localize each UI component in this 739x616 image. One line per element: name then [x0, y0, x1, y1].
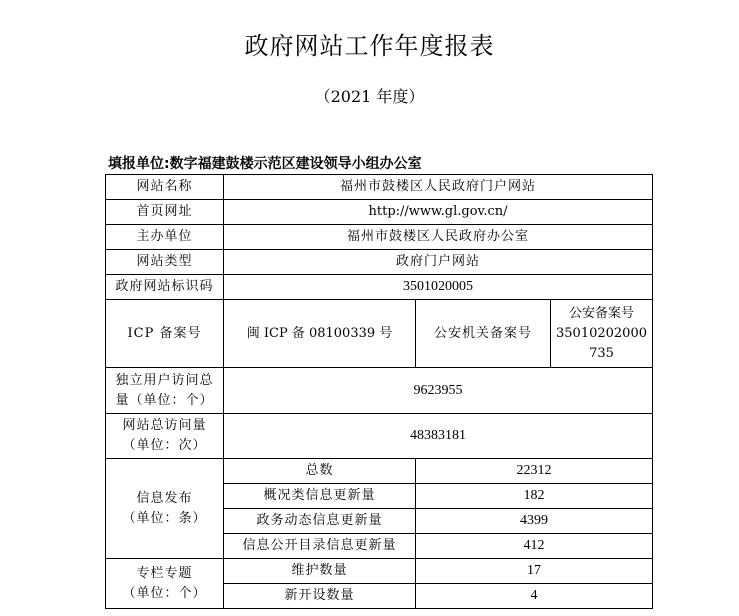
- site-code-label: 政府网站标识码: [106, 275, 224, 300]
- unique-visitors-label: 独立用户访问总 量（单位：个）: [106, 368, 224, 414]
- report-year: （2021 年度）: [314, 87, 425, 106]
- maintained-columns-label: 维护数量: [224, 559, 416, 584]
- table-row: [106, 225, 653, 250]
- host-label: 主办单位: [106, 225, 224, 250]
- unique-visitors-value: 9623955: [224, 368, 653, 414]
- icp-value: 闽 ICP 备 08100339 号: [224, 300, 416, 368]
- page-title: 政府网站工作年度报表: [244, 32, 495, 60]
- police-record-value: 公安备案号 35010202000 735: [551, 300, 653, 368]
- maintained-columns-value: 17: [416, 559, 653, 584]
- table-row: [106, 175, 653, 200]
- site-code-value: 3501020005: [224, 275, 653, 300]
- site-name-value: 福州市鼓楼区人民政府门户网站: [224, 175, 653, 200]
- overview-updates-label: 概况类信息更新量: [224, 484, 416, 509]
- site-name-label: 网站名称: [106, 175, 224, 200]
- info-total-label: 总数: [224, 459, 416, 484]
- table-row: [106, 414, 653, 459]
- icp-label: ICP 备案号: [106, 300, 224, 368]
- site-type-label: 网站类型: [106, 250, 224, 275]
- total-visits-label: 网站总访问量 （单位：次）: [106, 414, 224, 459]
- table-row: [106, 250, 653, 275]
- table-row: [106, 459, 653, 484]
- police-record-label: 公安机关备案号: [416, 300, 551, 368]
- info-publish-label: 信息发布 （单位：条）: [106, 459, 224, 559]
- table-row: [106, 200, 653, 225]
- table-row: [106, 368, 653, 414]
- table-row: [106, 275, 653, 300]
- homepage-label: 首页网址: [106, 200, 224, 225]
- new-columns-label: 新开设数量: [224, 584, 416, 609]
- disclosure-updates-label: 信息公开目录信息更新量: [224, 534, 416, 559]
- column-topics-label: 专栏专题 （单位：个）: [106, 559, 224, 609]
- new-columns-value: 4: [416, 584, 653, 609]
- news-updates-value: 4399: [416, 509, 653, 534]
- disclosure-updates-value: 412: [416, 534, 653, 559]
- reporting-unit: 填报单位:数字福建鼓楼示范区建设领导小组办公室: [108, 156, 422, 172]
- host-value: 福州市鼓楼区人民政府办公室: [224, 225, 653, 250]
- news-updates-label: 政务动态信息更新量: [224, 509, 416, 534]
- table-row: [106, 559, 653, 584]
- total-visits-value: 48383181: [224, 414, 653, 459]
- info-total-value: 22312: [416, 459, 653, 484]
- site-type-value: 政府门户网站: [224, 250, 653, 275]
- homepage-value: http://www.gl.gov.cn/: [224, 200, 653, 225]
- overview-updates-value: 182: [416, 484, 653, 509]
- report-table: [105, 174, 653, 609]
- table-row: [106, 300, 653, 368]
